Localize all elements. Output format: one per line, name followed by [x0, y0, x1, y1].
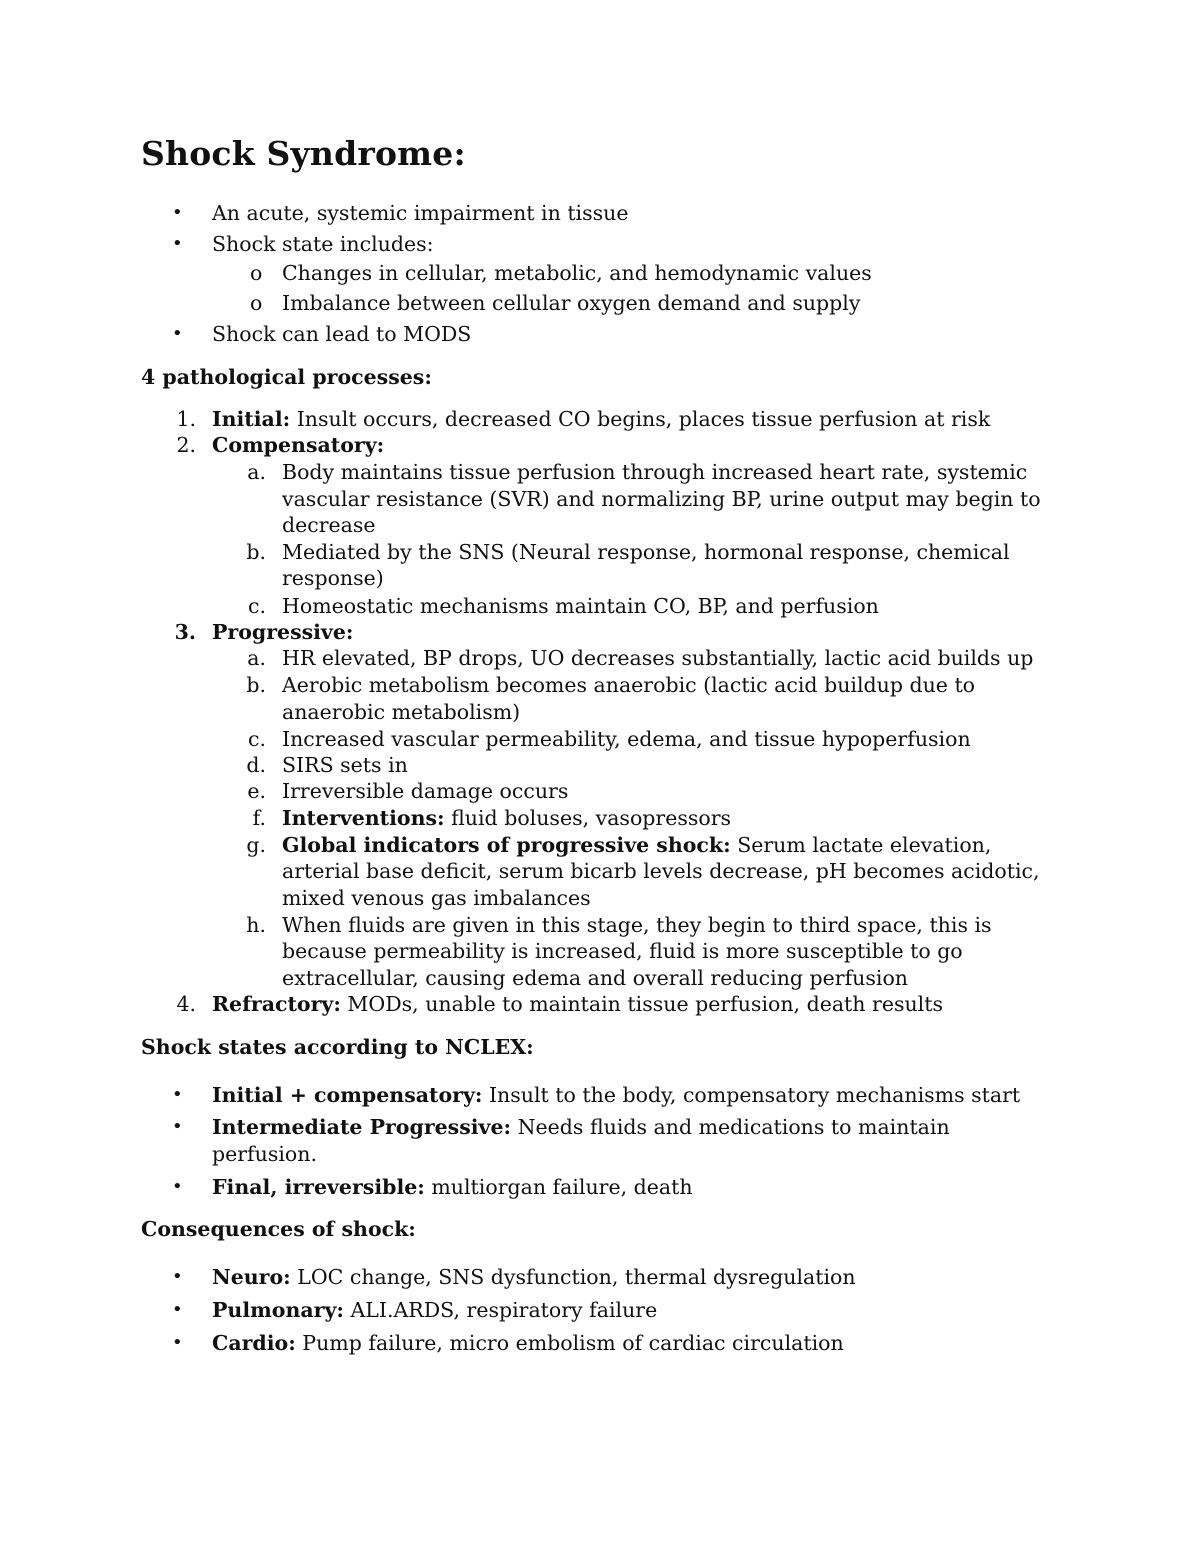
sub-item-line: Mediated by the SNS (Neural response, hormonal response, chemical — [282, 540, 1010, 564]
section-heading-nclex: Shock states according to NCLEX: — [141, 1035, 534, 1059]
section-heading-processes: 4 pathological processes: — [141, 365, 432, 389]
sub-item-line: Homeostatic mechanisms maintain CO, BP, and perfusion — [282, 594, 879, 618]
item-label: Interventions: — [282, 806, 445, 830]
bullet-marker: • — [172, 1084, 183, 1105]
item-label: Global indicators of progressive shock: — [282, 833, 731, 857]
item-label: Intermediate Progressive: — [212, 1115, 512, 1139]
list-item-continuation: perfusion. — [212, 1142, 317, 1166]
sub-item-line: decrease — [282, 513, 376, 537]
item-label: Initial + compensatory: — [212, 1083, 483, 1107]
sub-item-line: response) — [282, 566, 384, 590]
item-label: Initial: — [212, 407, 291, 431]
list-item: An acute, systemic impairment in tissue — [212, 201, 629, 225]
list-item — [212, 1082, 1020, 1108]
bullet-marker: • — [172, 1332, 183, 1353]
list-item — [212, 991, 943, 1017]
sub-item-line — [282, 832, 991, 858]
sub-item-line: because permeability is increased, fluid is more susceptible to go — [282, 939, 963, 963]
sub-item-line: arterial base deficit, serum bicarb levels decrease, pH becomes acidotic, — [282, 859, 1040, 883]
sub-item-line: Increased vascular permeability, edema, and tissue hypoperfusion — [282, 727, 971, 751]
letter-marker: e. — [247, 779, 266, 803]
item-label: Neuro: — [212, 1265, 291, 1289]
bullet-marker: • — [172, 323, 183, 344]
number-marker: 1. — [176, 407, 196, 431]
list-item — [212, 619, 353, 645]
list-item — [212, 432, 384, 458]
item-text: MODs, unable to maintain tissue perfusion, death results — [340, 992, 943, 1016]
bullet-marker: • — [172, 1299, 183, 1320]
item-label: Cardio: — [212, 1331, 296, 1355]
number-marker: 2. — [176, 433, 196, 457]
sub-item-line: SIRS sets in — [282, 753, 408, 777]
item-text: Needs fluids and medications to maintain — [511, 1115, 950, 1139]
sub-item-line: Aerobic metabolism becomes anaerobic (lactic acid buildup due to — [282, 673, 976, 697]
sub-item-line: Body maintains tissue perfusion through increased heart rate, systemic — [282, 460, 1028, 484]
letter-marker: a. — [247, 646, 266, 670]
list-item — [212, 406, 990, 432]
number-marker: 3. — [174, 620, 196, 644]
item-label: Pulmonary: — [212, 1298, 344, 1322]
sub-item-line: Irreversible damage occurs — [282, 779, 569, 803]
letter-marker: d. — [246, 753, 266, 777]
item-text: LOC change, SNS dysfunction, thermal dysregulation — [290, 1265, 856, 1289]
letter-marker: g. — [246, 833, 266, 857]
item-text: fluid boluses, vasopressors — [444, 806, 732, 830]
sub-item-line — [282, 805, 731, 831]
item-label: Refractory: — [212, 992, 341, 1016]
number-marker: 4. — [176, 992, 196, 1016]
list-item — [212, 1297, 657, 1323]
item-text: Insult occurs, decreased CO begins, places tissue perfusion at risk — [290, 407, 991, 431]
list-item: Shock state includes: — [212, 232, 434, 256]
item-label: Final, irreversible: — [212, 1175, 425, 1199]
sub-item-line: HR elevated, BP drops, UO decreases substantially, lactic acid builds up — [282, 646, 1034, 670]
list-item — [212, 1114, 950, 1140]
item-text: Serum lactate elevation, — [730, 833, 992, 857]
letter-marker: a. — [247, 460, 266, 484]
bullet-marker: • — [172, 233, 183, 254]
circle-marker: o — [250, 291, 263, 315]
item-label: Progressive: — [212, 620, 354, 644]
item-text: multiorgan failure, death — [424, 1175, 693, 1199]
sub-item-line: When fluids are given in this stage, they begin to third space, this is — [282, 913, 992, 937]
page-title: Shock Syndrome: — [141, 134, 466, 173]
item-label: Compensatory: — [212, 433, 385, 457]
sub-item-line: anaerobic metabolism) — [282, 700, 521, 724]
letter-marker: h. — [246, 913, 266, 937]
bullet-marker: • — [172, 1176, 183, 1197]
letter-marker: c. — [248, 727, 266, 751]
list-item: Shock can lead to MODS — [212, 322, 472, 346]
letter-marker: f. — [252, 806, 266, 830]
list-item — [212, 1330, 844, 1356]
list-item — [212, 1264, 856, 1290]
bullet-marker: • — [172, 1116, 183, 1137]
letter-marker: b. — [246, 540, 266, 564]
list-item: Imbalance between cellular oxygen demand and supply — [282, 291, 861, 315]
sub-item-line: extracellular, causing edema and overall reducing perfusion — [282, 966, 909, 990]
sub-item-line: vascular resistance (SVR) and normalizing BP, urine output may begin to — [282, 487, 1041, 511]
item-text: Pump failure, micro embolism of cardiac circulation — [295, 1331, 844, 1355]
bullet-marker: • — [172, 202, 183, 223]
list-item — [212, 1174, 693, 1200]
list-item: Changes in cellular, metabolic, and hemodynamic values — [282, 261, 872, 285]
letter-marker: c. — [248, 594, 266, 618]
bullet-marker: • — [172, 1266, 183, 1287]
item-text: ALI.ARDS, respiratory failure — [343, 1298, 658, 1322]
letter-marker: b. — [246, 673, 266, 697]
section-heading-consequences: Consequences of shock: — [141, 1217, 416, 1241]
sub-item-line: mixed venous gas imbalances — [282, 886, 591, 910]
circle-marker: o — [250, 261, 263, 285]
item-text: Insult to the body, compensatory mechanisms start — [482, 1083, 1021, 1107]
